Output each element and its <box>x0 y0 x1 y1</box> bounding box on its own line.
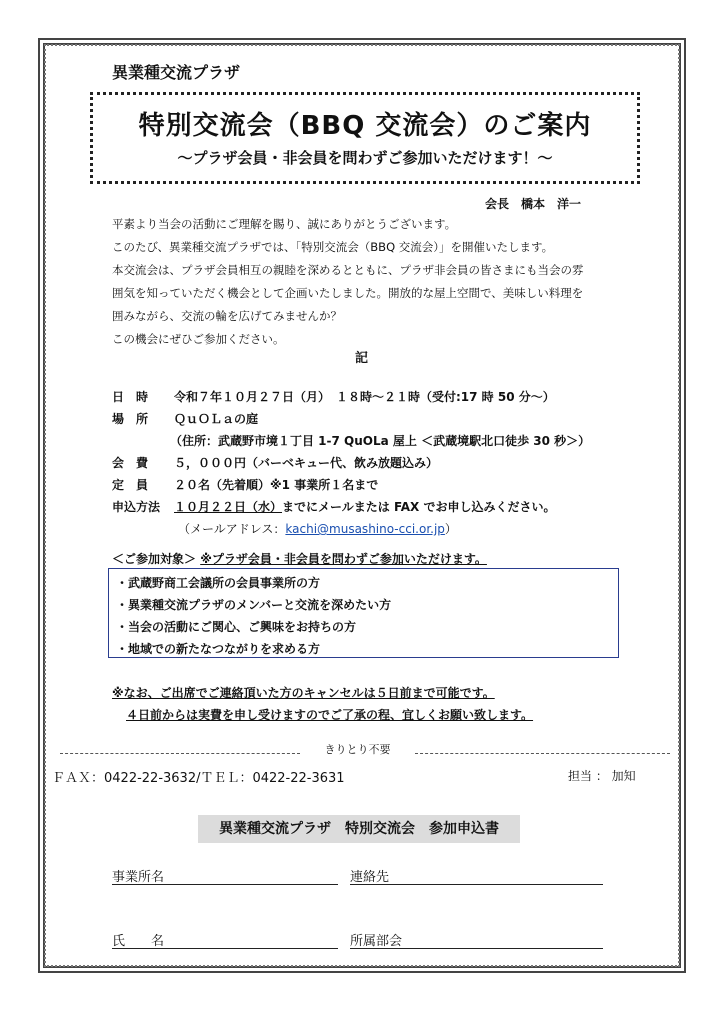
intro-line: 本交流会は、プラザ会員相互の親睦を深めるとともに、プラザ非会員の皆さまにも当会の雰 <box>112 263 584 277</box>
intro-line: この機会にぜひご参加ください。 <box>112 332 285 346</box>
target-heading <box>112 550 487 567</box>
cut-line <box>415 753 670 754</box>
email-suffix: ） <box>444 522 457 536</box>
date-row <box>112 388 555 405</box>
intro-line: 囲みながら、交流の輪を広げてみませんか？ <box>112 309 342 323</box>
capacity-row <box>112 476 378 493</box>
person-in-charge: 担当 ： 加知 <box>568 769 636 783</box>
place-row <box>112 410 258 427</box>
cancel-note: ※なお、ご出席でご連絡頂いた方のキャンセルは５日前まで可能です。 <box>112 686 495 700</box>
title-box <box>90 92 640 184</box>
intro-line: 囲気を知っていただく機会として企画いたしました。開放的な屋上空間で、美味しい料理を <box>112 286 584 300</box>
target-item: ・当会の活動にご関心、ご興味をお持ちの方 <box>116 620 357 634</box>
fee-value: ５，０００円（バーベキュー代、飲み放題込み） <box>174 456 439 470</box>
date-value: 令和７年１０月２７日（月） １８時～２１時（受付:17 時 50 分～） <box>174 390 555 404</box>
intro-line: このたび、異業種交流プラザでは、「特別交流会（BBQ 交流会）」を開催いたします。 <box>112 240 554 254</box>
apply-label: 申込方法 <box>112 500 161 514</box>
organization-name: 異業種交流プラザ <box>112 63 241 82</box>
apply-row <box>112 498 556 515</box>
page-subtitle: ～プラザ会員・非会員を問わずご参加いただけます！～ <box>177 149 553 167</box>
intro-line: 平素より当会の活動にご理解を賜り、誠にありがとうございます。 <box>112 217 457 231</box>
company-field[interactable] <box>112 884 338 885</box>
apply-date: １０月２２日（水） <box>174 500 283 514</box>
place-label: 場 所 <box>112 412 149 426</box>
contact-field[interactable] <box>350 884 603 885</box>
address: （住所：武蔵野市境１丁目 1-7 QuOLa 屋上 ＜武蔵境駅北口徒歩 30 秒＞） <box>170 434 591 448</box>
date-label: 日 時 <box>112 390 149 404</box>
dept-field[interactable] <box>350 948 603 949</box>
target-note: ※プラザ会員・非会員を問わずご参加いただけます。 <box>200 552 487 566</box>
company-label: 事業所名 <box>112 870 165 885</box>
email-row <box>178 520 457 537</box>
email-prefix: （メールアドレス： <box>178 522 286 536</box>
capacity-value: ２０名（先着順）※1 事業所１名まで <box>174 478 379 492</box>
fax-tel: ＦＡＸ：0422-22-3632/ＴＥＬ：0422-22-3631 <box>52 771 345 786</box>
apply-rest: までにメールまたは FAX でお申し込みください。 <box>282 500 556 514</box>
fee-label: 会 費 <box>112 456 149 470</box>
contact-label: 連絡先 <box>350 870 390 885</box>
place-value: ＱｕＯＬａの庭 <box>174 412 259 426</box>
cancel-note: ４日前からは実費を申し受けますのでご了承の程、宜しくお願い致します。 <box>126 708 534 722</box>
target-item: ・異業種交流プラザのメンバーと交流を深めたい方 <box>116 598 392 612</box>
target-label: ＜ご参加対象＞ <box>112 552 197 566</box>
capacity-label: 定 員 <box>112 478 149 492</box>
name-field[interactable] <box>112 948 338 949</box>
email-link[interactable]: kachi@musashino-cci.or.jp <box>285 522 445 536</box>
form-title: 異業種交流プラザ 特別交流会 参加申込書 <box>198 815 520 843</box>
page-title: 特別交流会（BBQ 交流会）のご案内 <box>138 111 592 141</box>
cut-line <box>60 753 300 754</box>
ki-heading: 記 <box>355 351 369 366</box>
target-item: ・地域での新たなつながりを求める方 <box>116 642 321 656</box>
dept-label: 所属部会 <box>350 934 403 949</box>
fee-row <box>112 454 438 471</box>
target-item: ・武蔵野商工会議所の会員事業所の方 <box>116 576 321 590</box>
cut-label: きりとり不要 <box>300 741 415 757</box>
name-label: 氏 名 <box>112 934 165 949</box>
signer: 会長 橋本 洋一 <box>485 197 582 211</box>
